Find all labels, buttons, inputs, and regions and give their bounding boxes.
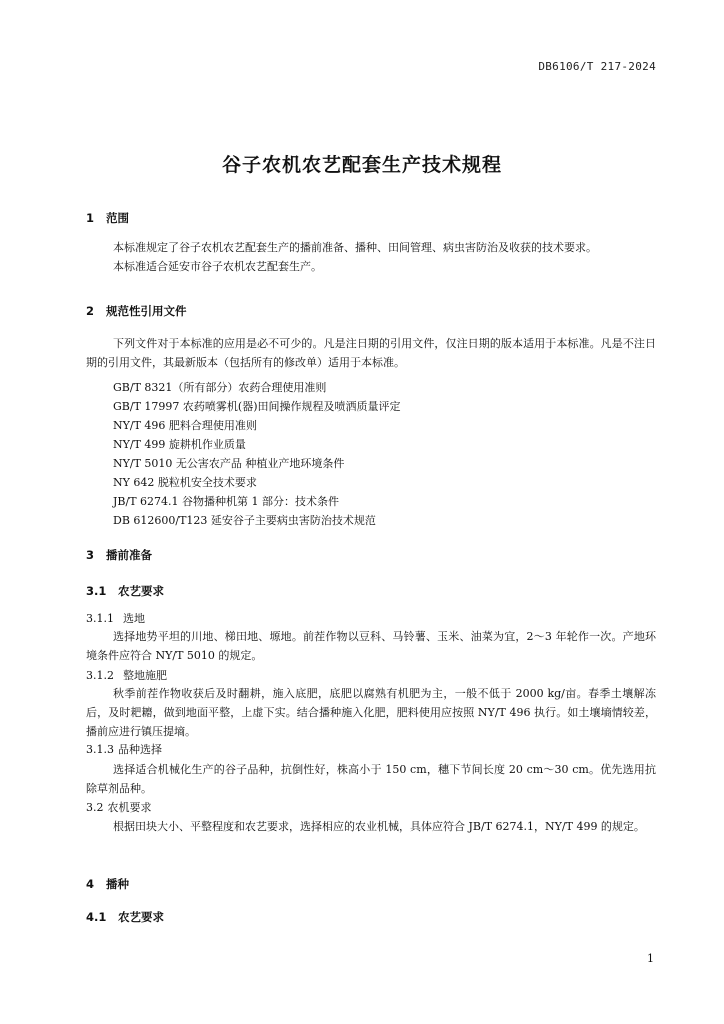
- reference-item: DB 612600/T123 延安谷子主要病虫害防治技术规范: [113, 514, 376, 527]
- section-title: 播前准备: [106, 548, 152, 562]
- clause-3-1-2-heading: [86, 667, 167, 683]
- section-number: 2: [86, 304, 95, 318]
- clause-number: 3.1.1: [86, 612, 114, 625]
- clause-number: 3.1.3: [86, 743, 114, 756]
- reference-item: NY/T 499 旋耕机作业质量: [113, 438, 246, 451]
- clause-3-1-3-text: 选择适合机械化生产的谷子品种，抗倒性好，株高小于 150 cm，穗下节间长度 20 cm～30 cm。优先选用抗除草剂品种。: [86, 763, 656, 795]
- subsection-3-2-text: 根据田块大小、平整程度和农艺要求，选择相应的农业机械，具体应符合 JB/T 6274.1，NY/T 499 的规定。: [113, 820, 645, 833]
- subsection-3-2-heading: [86, 799, 152, 815]
- section-number: 3: [86, 548, 95, 562]
- subsection-4-1-heading: [86, 909, 164, 925]
- clause-title: 选地: [123, 612, 145, 625]
- reference-item: GB/T 17997 农药喷雾机(器)田间操作规程及喷洒质量评定: [113, 400, 401, 413]
- reference-item: GB/T 8321（所有部分）农药合理使用准则: [113, 381, 327, 394]
- section-number: 4: [86, 877, 95, 891]
- section-title: 范围: [106, 211, 129, 225]
- clause-3-1-1-heading: [86, 610, 145, 626]
- clause-title: 整地施肥: [123, 669, 167, 682]
- references-intro: 下列文件对于本标准的应用是必不可少的。凡是注日期的引用文件，仅注日期的版本适用于本标准。凡是不注日期的引用文件，其最新版本（包括所有的修改单）适用于本标准。: [86, 337, 656, 369]
- subsection-title: 农机要求: [107, 801, 152, 814]
- subsection-number: 4.1: [86, 910, 107, 924]
- subsection-title: 农艺要求: [118, 910, 164, 924]
- reference-item: NY/T 5010 无公害农产品 种植业产地环境条件: [113, 457, 345, 470]
- section-number: 1: [86, 211, 95, 225]
- page-number: 1: [647, 952, 654, 965]
- subsection-3-1-heading: [86, 583, 164, 599]
- scope-line-1: 本标准规定了谷子农机农艺配套生产的播前准备、播种、田间管理、病虫害防治及收获的技术要求。: [113, 241, 597, 254]
- section-title: 播种: [106, 877, 129, 891]
- subsection-title: 农艺要求: [118, 584, 164, 598]
- section-4-heading: [86, 876, 129, 892]
- clause-title: 品种选择: [118, 743, 162, 756]
- clause-3-1-3-heading: [86, 741, 162, 757]
- standard-code: DB6106/T 217-2024: [538, 60, 656, 73]
- clause-3-1-2-text: 秋季前茬作物收获后及时翻耕，施入底肥，底肥以腐熟有机肥为主，一般不低于 2000 kg/亩。春季土壤解冻后，及时耙耱，做到地面平整，上虚下实。结合播种施入化肥，肥料使用应按照 NY/T 496 执行。如土壤墒情较差，播前应进行镇压提墒。: [86, 687, 656, 738]
- clause-number: 3.1.2: [86, 669, 114, 682]
- section-title: 规范性引用文件: [106, 304, 187, 318]
- reference-item: NY 642 脱粒机安全技术要求: [113, 476, 257, 489]
- section-3-heading: [86, 547, 152, 563]
- section-1-heading: [86, 210, 129, 226]
- document-title: 谷子农机农艺配套生产技术规程: [221, 154, 502, 176]
- subsection-number: 3.2: [86, 801, 104, 814]
- clause-3-1-1-text: 选择地势平坦的川地、梯田地、塬地。前茬作物以豆科、马铃薯、玉米、油菜为宜，2～3 年轮作一次。产地环境条件应符合 NY/T 5010 的规定。: [86, 630, 656, 662]
- reference-item: JB/T 6274.1 谷物播种机第 1 部分：技术条件: [113, 495, 340, 508]
- scope-line-2: 本标准适合延安市谷子农机农艺配套生产。: [113, 260, 322, 273]
- section-2-heading: [86, 303, 187, 319]
- subsection-number: 3.1: [86, 584, 107, 598]
- reference-item: NY/T 496 肥料合理使用准则: [113, 419, 257, 432]
